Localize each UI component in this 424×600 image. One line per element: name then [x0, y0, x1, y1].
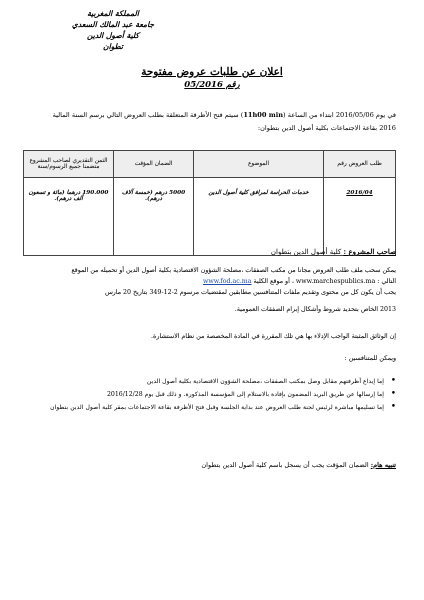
- important-note: [24, 461, 396, 469]
- decree-line: يجب أن يكون كل من محتوى وتقديم ملفات المتنافسين مطابقين لمقتضيات مرسوم 2-12-349 بتاريخ 20 مارس: [104, 289, 396, 296]
- list-item: • إما إيداع أظرفتهم مقابل وصل بمكتب الصفقات ،مصلحة الشؤون الاقتصادية بكلية أصول الدين: [16, 376, 384, 387]
- competitors-intro: ويمكن للمتنافسين :: [344, 355, 396, 362]
- header-guarantee: الضمان المؤقت: [114, 151, 194, 178]
- project-owner: [24, 247, 396, 256]
- announcement-title-block: [0, 66, 424, 90]
- faculty-website-link[interactable]: www.fod.ac.ma: [202, 278, 252, 285]
- submission-options-list: [16, 376, 396, 415]
- important-note-text: الضمان المؤقت يجب أن يسجل باسم كلية أصول الدين بتطوان: [201, 461, 369, 469]
- download-paragraph: [24, 265, 396, 315]
- intro-paragraph: [24, 109, 396, 135]
- cell-guarantee: 5000 درهم (خمسة آلاف درهم).: [114, 178, 194, 256]
- header-line-city: تطوان: [103, 42, 123, 51]
- intro-line-2: 2016 بقاعة الاجتماعات بكلية أصول الدين بتطوان:: [257, 124, 396, 132]
- header-offer-number: طلب العروض رقم: [324, 151, 396, 178]
- intro-text-start: في يوم 2016/05/06 ابتداء من الساعة (: [283, 111, 396, 119]
- table-header-row: [24, 151, 396, 178]
- download-line-2: التالي : www.marchespublics.ma ، أو موقع الكلية: [253, 278, 396, 285]
- project-owner-value: كلية أصول الدين بتطوان: [270, 248, 342, 256]
- cell-offer-number: 2016/04: [324, 178, 396, 256]
- header-estimate: الثمن التقديري لصاحب المشروع متضمنا جميع الرسوم/سنة: [24, 151, 114, 178]
- list-item: • إما إرسالها عن طريق البريد المضمون بإفادة بالاستلام إلى المؤسسة المذكورة. و ذلك قبل يوم 2016/12/28: [16, 389, 384, 400]
- institution-header: [38, 8, 188, 52]
- offers-table: [23, 150, 396, 256]
- header-subject: الموضوع: [194, 151, 324, 178]
- announcement-reference: رقم 05/2016: [184, 80, 240, 90]
- important-note-label: تنبيه هام:: [370, 461, 396, 469]
- cell-subject: خدمات الحراسة لمرافق كلية أصول الدين: [194, 178, 324, 256]
- opening-time: 11h00 min: [243, 111, 284, 119]
- intro-text-end: ) سيتم فتح الأظرفة المتعلقة بطلب العروض التالي برسم السنة المالية: [52, 111, 244, 119]
- cell-estimate: 190.000 درهما (مائة و تسعون ألف درهم).: [24, 178, 114, 256]
- documents-paragraph: إن الوثائق المثبتة الواجب الإدلاء بها هي تلك المقررة في المادة المخصصة من نظام الاستشارة.: [151, 333, 396, 340]
- header-line-university: جامعة عبد المالك السعدي: [71, 20, 155, 29]
- project-owner-label: صاحب المشروع :: [343, 247, 396, 256]
- table-row: [24, 178, 396, 256]
- list-item: • إما تسليمها مباشرة لرئيس لجنة طلب العروض عند بداية الجلسة وقبل فتح الأظرفة بقاعة الاجتماعات بمقر كلية أصول الدين بتطوان: [16, 402, 384, 413]
- header-line-faculty: كلية أصول الدين: [86, 31, 140, 40]
- download-line-1: يمكن سحب ملف طلب العروض مجانا من مكتب الصفقات ،مصلحة الشؤون الاقتصادية بكلية أصول الدين أو تحميله من الموقع: [71, 267, 396, 274]
- decree-line-2: 2013 الخاص بتحديد شروط وأشكال إبرام الصفقات العمومية.: [234, 306, 396, 313]
- header-line-kingdom: المملكة المغربية: [87, 9, 139, 18]
- announcement-title: اعلان عن طلبات عروض مفتوحة: [141, 66, 283, 78]
